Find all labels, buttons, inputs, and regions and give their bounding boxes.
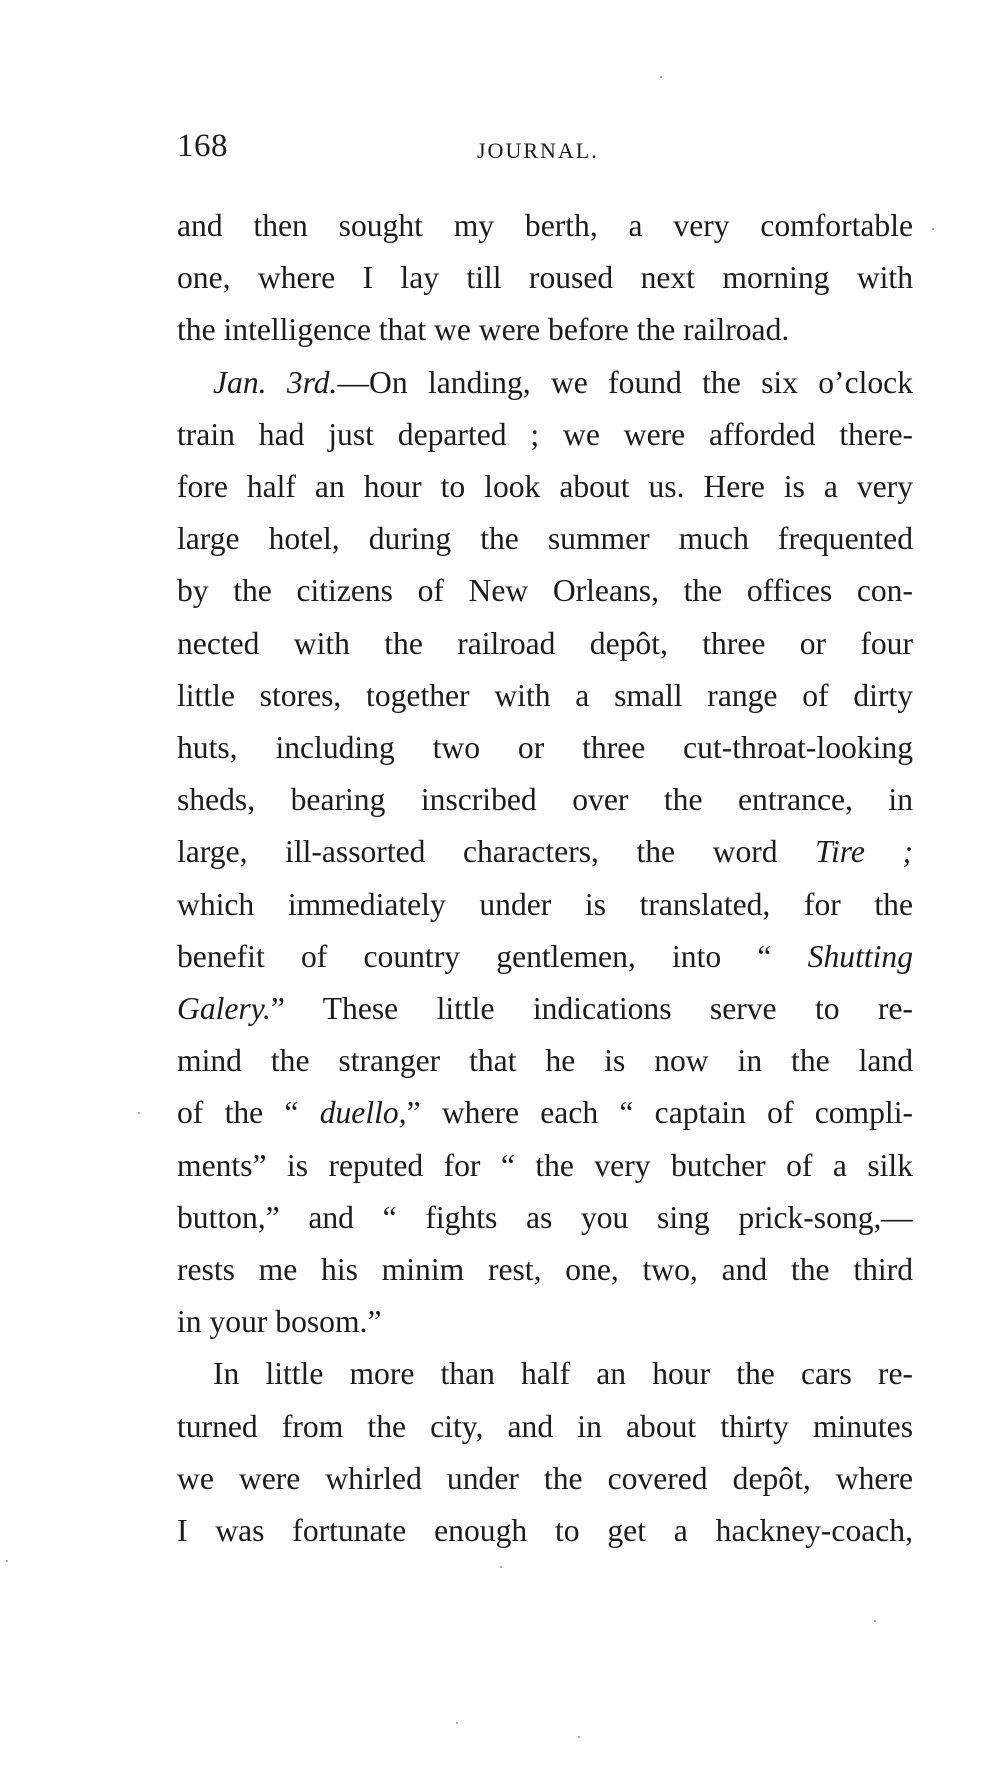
text-line: one, where I lay till roused next morning with — [177, 260, 913, 296]
paper-speck — [500, 1566, 502, 1568]
text-line-jan-3rd: Jan. 3rd.—On landing, we found the six o’clock — [213, 364, 913, 400]
text-line: huts, including two or three cut-throat-looking — [177, 730, 913, 766]
tire-italic: Tire ; — [815, 834, 913, 870]
text-line: train had just departed ; we were afforded there- — [177, 416, 913, 452]
date-italic: Jan. 3rd. — [213, 364, 338, 400]
text-line: which immediately under is translated, for the — [177, 886, 913, 922]
text-line: by the citizens of New Orleans, the offices con- — [177, 573, 913, 609]
text-line: we were whirled under the covered depôt, where — [177, 1460, 913, 1496]
text-line: and then sought my berth, a very comfortable — [177, 208, 913, 243]
text-line: I was fortunate enough to get a hackney-coach, — [177, 1513, 913, 1549]
paragraph-jan-3rd — [177, 357, 913, 1349]
text-line: the intelligence that we were before the railroad. — [177, 312, 790, 348]
text-line: button,” and “ fights as you sing prick-song,— — [177, 1199, 913, 1235]
text-line: rests me his minim rest, one, two, and the third — [177, 1252, 913, 1288]
paper-speck — [6, 1560, 8, 1562]
text-line: fore half an hour to look about us. Here is a very — [177, 469, 913, 505]
text-line: turned from the city, and in about thirty minutes — [177, 1408, 913, 1444]
text-line: mind the stranger that he is now in the land — [177, 1043, 913, 1079]
paragraph-cars — [177, 1348, 913, 1557]
text-line-tire: large, ill-assorted characters, the word Tire ; — [177, 834, 913, 870]
text-line: large hotel, during the summer much frequented — [177, 521, 913, 557]
text-line-galery: Galery.” These little indications serve to re- — [177, 991, 913, 1027]
text-line: In little more than half an hour the cars re- — [213, 1356, 913, 1392]
paper-speck — [138, 1112, 140, 1114]
text-line-duello: of the “ duello,” where each “ captain of compli- — [177, 1095, 913, 1131]
paragraph-continued — [177, 200, 913, 357]
paper-speck — [932, 228, 934, 230]
text-line: little stores, together with a small range of dirty — [177, 677, 913, 713]
body-text — [177, 200, 913, 1557]
text-line: nected with the railroad depôt, three or four — [177, 625, 913, 661]
paper-speck — [874, 1620, 876, 1622]
shutting-italic: Shutting — [807, 938, 913, 974]
text-line-shutting: benefit of country gentlemen, into “ Shutting — [177, 938, 913, 974]
page-header — [177, 128, 913, 172]
paper-speck — [660, 76, 662, 78]
text-line: sheds, bearing inscribed over the entrance, in — [177, 782, 913, 818]
paper-speck — [456, 1722, 458, 1724]
text-line: in your bosom.” — [177, 1304, 382, 1340]
running-head: JOURNAL. — [477, 138, 599, 163]
duello-italic: duello, — [319, 1095, 407, 1131]
page-number: 168 — [177, 128, 228, 164]
galery-italic: Galery. — [177, 991, 271, 1027]
text-line: ments” is reputed for “ the very butcher of a silk — [177, 1147, 913, 1183]
paper-speck — [578, 1736, 580, 1738]
